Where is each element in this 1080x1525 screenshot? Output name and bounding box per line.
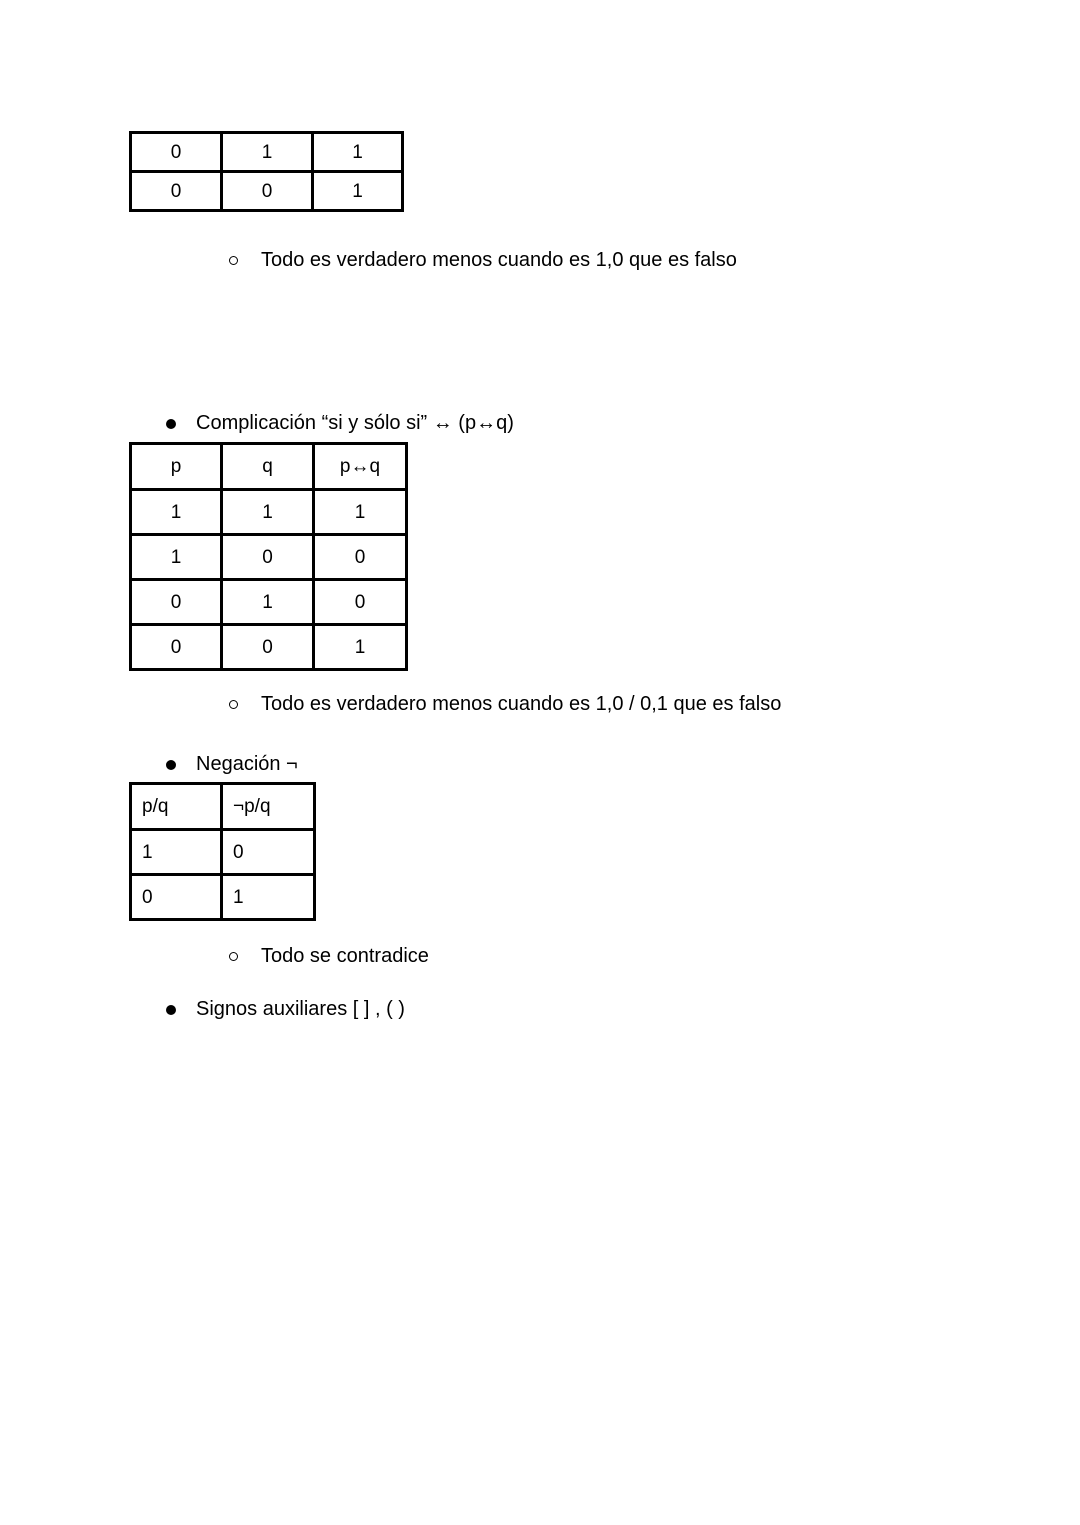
bullet-icon: [166, 1005, 176, 1015]
bicond-heading: Complicación “si y sólo si” ↔ (p↔q): [196, 412, 514, 434]
table-cell: 1: [314, 625, 407, 670]
table-header-row: [131, 444, 407, 490]
table-cell: 1: [131, 490, 222, 535]
table-row: [131, 535, 407, 580]
table-row: [131, 625, 407, 670]
table-cell: 0: [131, 133, 222, 172]
truth-table-bicond: [129, 442, 408, 671]
note-top: Todo es verdadero menos cuando es 1,0 que es falso: [261, 249, 737, 271]
table-cell: 0: [314, 580, 407, 625]
auxiliary-heading: Signos auxiliares [ ] , ( ): [196, 998, 405, 1020]
sub-bullet-icon: [229, 700, 238, 709]
table-cell: 1: [314, 490, 407, 535]
table-header-cell: p/q: [131, 784, 222, 830]
table-cell: 0: [131, 625, 222, 670]
table-header-cell: p: [131, 444, 222, 490]
truth-table-negation: [129, 782, 316, 921]
table-cell: 0: [222, 172, 313, 211]
table-cell: 1: [313, 172, 403, 211]
table-cell: 0: [131, 172, 222, 211]
bullet-icon: [166, 760, 176, 770]
table-row: [131, 172, 403, 211]
table-cell: 1: [222, 580, 314, 625]
table-header-cell: ¬p/q: [222, 784, 315, 830]
table-cell: 1: [222, 133, 313, 172]
table-cell: 1: [222, 490, 314, 535]
table-cell: 0: [222, 830, 315, 875]
negation-heading: Negación ¬: [196, 753, 298, 775]
sub-bullet-icon: [229, 952, 238, 961]
table-row: [131, 830, 315, 875]
bicond-note: Todo es verdadero menos cuando es 1,0 / 0,1 que es falso: [261, 693, 782, 715]
table-cell: 1: [131, 535, 222, 580]
table-cell: 1: [222, 875, 315, 920]
negation-note: Todo se contradice: [261, 945, 429, 967]
table-row: [131, 133, 403, 172]
table-cell: 0: [131, 875, 222, 920]
table-cell: 0: [314, 535, 407, 580]
truth-table-top: [129, 131, 404, 212]
table-row: [131, 875, 315, 920]
bullet-icon: [166, 419, 176, 429]
table-cell: 1: [131, 830, 222, 875]
table-header-cell: q: [222, 444, 314, 490]
table-cell: 0: [131, 580, 222, 625]
table-cell: 1: [313, 133, 403, 172]
table-row: [131, 490, 407, 535]
table-row: [131, 580, 407, 625]
table-header-row: [131, 784, 315, 830]
table-cell: 0: [222, 625, 314, 670]
table-cell: 0: [222, 535, 314, 580]
sub-bullet-icon: [229, 256, 238, 265]
table-header-cell: p↔q: [314, 444, 407, 490]
